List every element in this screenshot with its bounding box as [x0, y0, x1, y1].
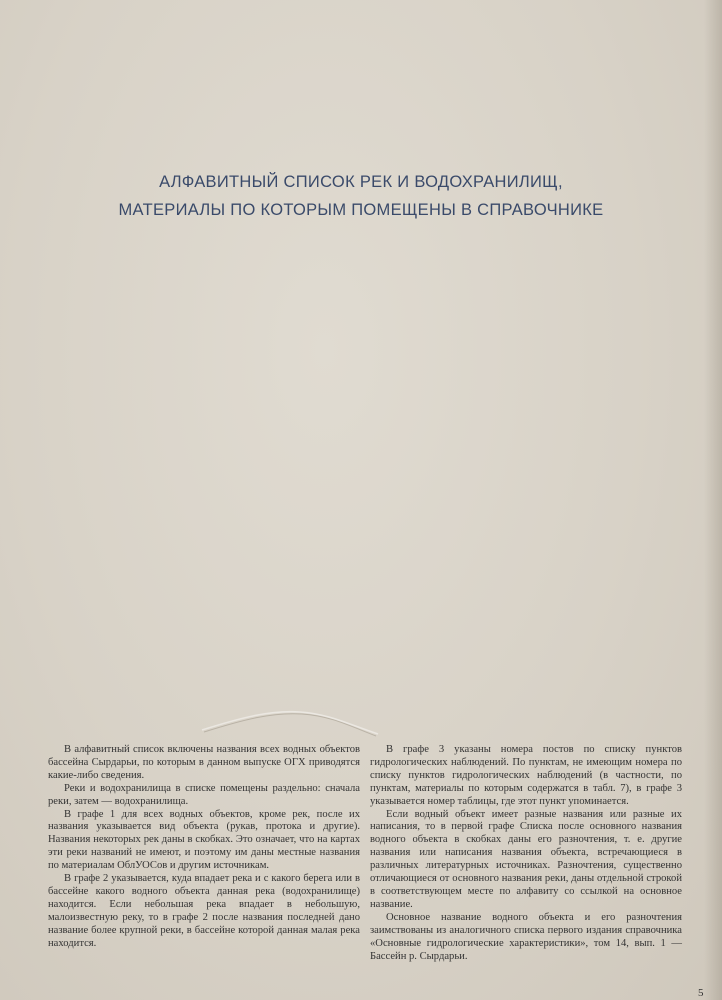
title-line-2: МАТЕРИАЛЫ ПО КОТОРЫМ ПОМЕЩЕНЫ В СПРАВОЧНИКЕ [118, 201, 604, 219]
right-text-column [370, 744, 682, 963]
page-title [0, 168, 722, 224]
paragraph: В графе 1 для всех водных объектов, кроме рек, после их названия указывается вид объекта (рукав, протока и другие). Названия некоторых рек даны в скобках. Это означает, что на картах эти реки названий не имеют, и поэтому им даны местные названия по материалам ОблУОСов и другим источникам. [48, 808, 360, 872]
paragraph: В алфавитный список включены названия всех водных объектов бассейна Сырдарьи, по которым в данном выпуске ОГХ приводятся какие-либо сведения. [48, 744, 360, 781]
paragraph: В графе 2 указывается, куда впадает река и с какого берега или в бассейне какого водного объекта данная река (водохранилище) находится. Если небольшая река впадает в небольшую, малоизвестную реку, то в графе 2 после названия последней дано название более крупной реки, в бассейне которой данная малая река находится. [48, 873, 360, 949]
paragraph: В графе 3 указаны номера постов по списку пунктов гидрологических наблюдений. По пунктам, не имеющим номера по списку пунктов гидрологических наблюдений (в частности, по пунктам, материалы по которым содержатся в табл. 7), в графе 3 указывается номер таблицы, где этот пункт упоминается. [370, 744, 682, 807]
title-line-1: АЛФАВИТНЫЙ СПИСОК РЕК И ВОДОХРАНИЛИЩ, [159, 173, 563, 191]
paragraph: Реки и водохранилища в списке помещены раздельно: сначала реки, затем — водохранилища. [48, 782, 360, 807]
paragraph: Основное название водного объекта и его разночтения заимствованы из аналогичного списка первого издания справочника «Основные гидрологические характеристики», том 14, вып. 1 — Бассейн р. Сырдарьи. [370, 911, 682, 962]
paper-crease [200, 700, 380, 740]
paragraph: Если водный объект имеет разные названия или разные их написания, то в первой графе Списка после основного названия водного объекта в скобках даны его разночтения, т. е. другие названия или написания названия объекта, встречающиеся в различных литературных источниках. Разночтения, существенно отличающиеся от основного названия реки, даны отдельной строкой в соответствующем месте по алфавиту со ссылкой на основное название. [370, 808, 682, 910]
page-number: 5 [698, 987, 704, 999]
left-text-column [48, 744, 360, 951]
page-edge-shadow [704, 0, 722, 1000]
